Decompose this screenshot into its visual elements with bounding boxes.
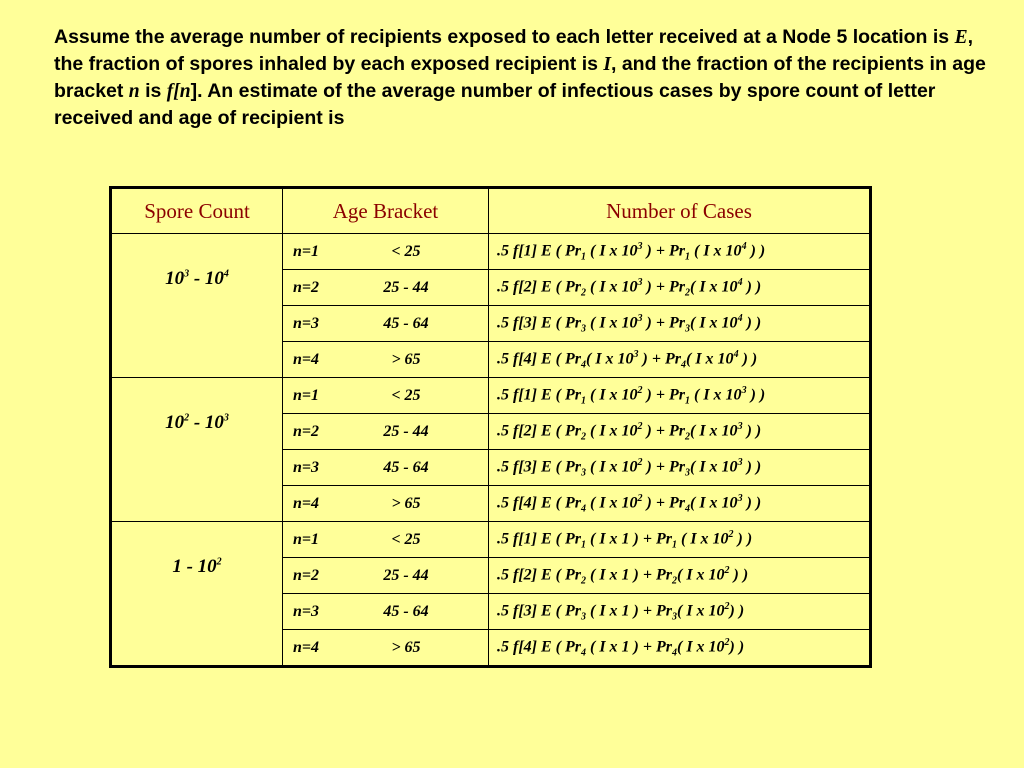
number-of-cases-cell: .5 f[3] E ( $Pr_3$ ( I x $10^2$ ) + $Pr_3$( I x $10^3$ ) )	[489, 450, 871, 486]
bracket-index: n=1	[293, 386, 320, 404]
bracket-index: n=2	[293, 278, 320, 296]
variable-e: E	[954, 27, 968, 48]
spore-count-cell: $10^3 - 10^4$	[111, 234, 283, 378]
intro-text-5: ]. An estimate of the average number of infectious cases by spore count of letter received and age of recipient is	[54, 80, 936, 129]
age-range: > 65	[391, 638, 421, 656]
bracket-index: n=3	[293, 314, 320, 332]
age-bracket-cell	[283, 522, 489, 558]
age-range: < 25	[391, 242, 421, 260]
spore-count-cell: $10^2 - 10^3$	[111, 378, 283, 522]
age-range: 25 - 44	[383, 278, 429, 296]
age-range: < 25	[391, 530, 421, 548]
age-bracket-cell	[283, 450, 489, 486]
number-of-cases-cell: .5 f[3] E ( $Pr_3$ ( I x 1 ) + $Pr_3$( I x $10^2$) )	[489, 594, 871, 630]
bracket-index: n=2	[293, 422, 320, 440]
table-header-row	[111, 188, 871, 234]
age-bracket-cell	[283, 306, 489, 342]
number-of-cases-cell: .5 f[3] E ( $Pr_3$ ( I x $10^3$ ) + $Pr_3$( I x $10^4$ ) )	[489, 306, 871, 342]
age-range: 45 - 64	[383, 458, 429, 476]
number-of-cases-cell: .5 f[2] E ( $Pr_2$ ( I x $10^3$ ) + $Pr_2$( I x $10^4$ ) )	[489, 270, 871, 306]
age-bracket-cell	[283, 414, 489, 450]
intro-text-4: is	[139, 80, 167, 102]
header-age-bracket: Age Bracket	[283, 188, 489, 234]
age-bracket-cell	[283, 594, 489, 630]
number-of-cases-cell: .5 f[4] E ( $Pr_4$ ( I x 1 ) + $Pr_4$( I x $10^2$) )	[489, 630, 871, 667]
table-body	[111, 234, 871, 667]
bracket-index: n=2	[293, 566, 320, 584]
header-number-of-cases: Number of Cases	[489, 188, 871, 234]
table-row	[111, 234, 871, 270]
age-range: 25 - 44	[383, 422, 429, 440]
intro-paragraph	[54, 24, 994, 132]
header-spore-count: Spore Count	[111, 188, 283, 234]
age-range: 25 - 44	[383, 566, 429, 584]
age-bracket-cell	[283, 378, 489, 414]
intro-text-1: Assume the average number of recipients exposed to each letter received at a Node 5 location is	[54, 26, 955, 48]
spore-count-cell: $1 - 10^2$	[111, 522, 283, 667]
bracket-index: n=3	[293, 458, 320, 476]
table-row	[111, 522, 871, 558]
bracket-index: n=3	[293, 602, 320, 620]
number-of-cases-cell: .5 f[2] E ( $Pr_2$ ( I x $10^2$ ) + $Pr_2$( I x $10^3$ ) )	[489, 414, 871, 450]
table-row	[111, 378, 871, 414]
number-of-cases-cell: .5 f[4] E ( $Pr_4$ ( I x $10^2$ ) + $Pr_4$( I x $10^3$ ) )	[489, 486, 871, 522]
bracket-index: n=4	[293, 350, 320, 368]
bracket-index: n=4	[293, 494, 320, 512]
age-bracket-cell	[283, 558, 489, 594]
age-range: 45 - 64	[383, 602, 429, 620]
age-bracket-cell	[283, 270, 489, 306]
bracket-index: n=4	[293, 638, 320, 656]
bracket-index: n=1	[293, 530, 320, 548]
variable-i: I	[603, 54, 611, 75]
age-range: > 65	[391, 350, 421, 368]
age-range: 45 - 64	[383, 314, 429, 332]
number-of-cases-cell: .5 f[4] E ( $Pr_4$( I x $10^3$ ) + $Pr_4$( I x $10^4$ ) )	[489, 342, 871, 378]
number-of-cases-cell: .5 f[1] E ( $Pr_1$ ( I x 1 ) + $Pr_1$ ( I x $10^2$ ) )	[489, 522, 871, 558]
intro-text-2: , the fraction of spores inhaled by each exposed recipient is	[54, 26, 973, 75]
number-of-cases-cell: .5 f[1] E ( $Pr_1$ ( I x $10^3$ ) + $Pr_1$ ( I x $10^4$ ) )	[489, 234, 871, 270]
age-bracket-cell	[283, 234, 489, 270]
age-bracket-cell	[283, 630, 489, 667]
age-range: < 25	[391, 386, 421, 404]
number-of-cases-cell: .5 f[1] E ( $Pr_1$ ( I x $10^2$ ) + $Pr_1$ ( I x $10^3$ ) )	[489, 378, 871, 414]
number-of-cases-cell: .5 f[2] E ( $Pr_2$ ( I x 1 ) + $Pr_2$( I x $10^2$ ) )	[489, 558, 871, 594]
variable-fn: f[n	[166, 81, 191, 102]
cases-table	[109, 186, 872, 668]
age-bracket-cell	[283, 342, 489, 378]
bracket-index: n=1	[293, 242, 320, 260]
variable-n: n	[128, 81, 140, 102]
age-range: > 65	[391, 494, 421, 512]
age-bracket-cell	[283, 486, 489, 522]
intro-text-3: , and the fraction of the recipients in age bracket	[54, 53, 986, 102]
